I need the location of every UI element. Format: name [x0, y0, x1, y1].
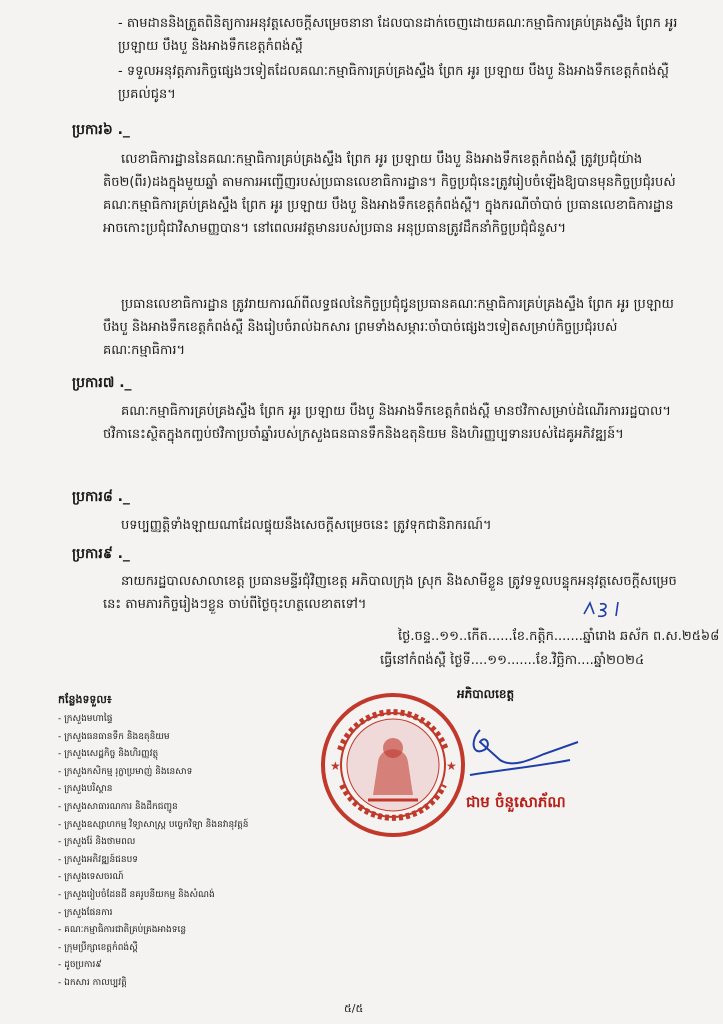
article-7-paragraph: គណៈកម្មាធិការគ្រប់គ្រងស្ទឹង ព្រែក អូរ ប្រឡាយ បឹងបួ និងអាងទឹកខេត្តកំពង់ស្ពឺ មានថវិកាសម្រាប់ដំណើរការរដ្ឋបាល។ ថវិកានេះស្ថិតក្នុងកញ្ចប់ថវិកាប្រចាំឆ្នាំរបស់ក្រសួងធនធានទឹកនិងឧតុនិយម និងហិរញ្ញប្បទានរបស់ដៃគូអភិវឌ្ឍន៍។ [103, 404, 671, 442]
recipient-item: - ក្រសួងផែនការ [58, 907, 113, 918]
recipient-item: - ក្រុមប្រឹក្សាខេត្តកំពង់ស្ពឺ [58, 942, 138, 953]
recipient-item: - ក្រសួងមហាផ្ទៃ [58, 714, 113, 724]
recipient-item: - ក្រសួងទេសចរណ៍ [58, 872, 124, 883]
solar-date: ធ្វើនៅកំពង់ស្ពឺ ថ្ងៃទី....១១.......ខែ.វិច្ឆិកា....ឆ្នាំ២០២៤ [380, 653, 645, 668]
svg-text:★: ★ [330, 759, 341, 773]
article-9-heading: ប្រការ៩ ._ [72, 546, 130, 562]
article-6-paragraph-1: លេខាធិការដ្ឋាននៃគណៈកម្មាធិការគ្រប់គ្រងស្ទឹង ព្រែក អូរ ប្រឡាយ បឹងបួ និងអាងទឹកខេត្តកំពង់ស្ពឺ ត្រូវប្រជុំយ៉ាងតិច២(ពីរ)ដងក្នុងមួយឆ្នាំ តាមការអញ្ជើញរបស់ប្រធានលេខាធិការដ្ឋាន។ កិច្ចប្រជុំនេះត្រូវរៀបចំឡើងឱ្យបានមុនកិច្ចប្រជុំរបស់គណៈកម្មាធិការគ្រប់គ្រងស្ទឹង ព្រែក អូរ ប្រឡាយ បឹងបួ និងអាងទឹកខេត្តកំពង់ស្ពឺ។ ក្នុងករណីចាំបាច់ ប្រធានលេខាធិការដ្ឋានអាចកោះប្រជុំជាវិសាមញ្ញបាន។ នៅពេលអវត្តមានរបស់ប្រធាន អនុប្រធានត្រូវដឹកនាំកិច្ចប្រជុំជំនួស។ [103, 152, 676, 236]
lunar-date: ថ្ងៃ.ចន្ទ..១១..កើត......ខែ.កត្តិក.......ឆ្នាំរោង ឆស័ក ព.ស.២៥៦៨ [398, 629, 720, 644]
recipient-item: - ក្រសួងបរិស្ថាន [58, 784, 113, 795]
page-number: ៥/៥ [344, 1002, 364, 1015]
handwritten-signature [440, 720, 580, 790]
recipient-item: - ក្រសួងសេដ្ឋកិច្ច និងហិរញ្ញវត្ថុ [58, 749, 159, 760]
signatory-name: ជាម ចំនួសោភ័ណ [466, 793, 566, 811]
article-7-heading: ប្រការ៧ ._ [72, 375, 132, 391]
recipients-title: កន្លែងទទួល៖ [58, 693, 112, 706]
article-6-heading: ប្រការ៦ ._ [72, 122, 130, 138]
recipient-item: - ក្រសួងសាធារណការ និងដឹកជញ្ជូន [58, 801, 178, 812]
signatory-title: អភិបាលខេត្ត [457, 687, 515, 701]
recipient-item: - គណៈកម្មាធិការជាតិគ្រប់គ្រងអាងទន្លេ [58, 925, 187, 936]
recipient-item: - ក្រសួងឧស្សាហកម្ម វិទ្យាសាស្ត្រ បច្ចេកវិទ្យា និងនវានុវត្តន៍ [58, 819, 249, 830]
recipient-item: - ក្រសួងរ៉ែ និងថាមពល [58, 837, 136, 848]
bullet-item: - តាមដាននិងត្រួតពិនិត្យការអនុវត្តសេចក្ដីសម្រេចនានា ដែលបានដាក់ចេញដោយគណៈកម្មាធិការគ្រប់គ្រងស្ទឹង ព្រែក អូរ ប្រឡាយ បឹងបួ និងអាងទឹកខេត្តកំពង់ស្ពឺ [118, 16, 678, 54]
article-6-paragraph-2: ប្រធានលេខាធិការដ្ឋាន ត្រូវរាយការណ៍ពីលទ្ធផលនៃកិច្ចប្រជុំជូនប្រធានគណៈកម្មាធិការគ្រប់គ្រងស្ទឹង ព្រែក អូរ ប្រឡាយ បឹងបួ និងអាងទឹកខេត្តកំពង់ស្ពឺ និងរៀបចំរាល់ឯកសារ ព្រមទាំងសម្ភារៈចាំបាច់ផ្សេងៗទៀតសម្រាប់កិច្ចប្រជុំរបស់គណៈកម្មាធិការ។ [103, 297, 674, 358]
bullet-list [118, 12, 688, 108]
recipient-item: - ដូចប្រការ៩ [58, 960, 102, 971]
bullet-item: - ទទួលអនុវត្តភារកិច្ចផ្សេងៗទៀតដែលគណៈកម្មាធិការគ្រប់គ្រងស្ទឹង ព្រែក អូរ ប្រឡាយ បឹងបួ និងអាងទឹកខេត្តកំពង់ស្ពឺប្រគល់ជូន។ [118, 64, 669, 102]
recipient-item: - ឯកសារ កាលប្បវត្តិ [58, 977, 127, 988]
recipient-item: - ក្រសួងអភិវឌ្ឍន៍ជនបទ [58, 854, 139, 865]
svg-text:★: ★ [446, 759, 457, 773]
article-8-paragraph: បទប្បញ្ញត្តិទាំងឡាយណាដែលផ្ទុយនឹងសេចក្ដីសម្រេចនេះ ត្រូវទុកជានិរាករណ៍។ [121, 518, 492, 533]
article-9-paragraph: នាយករដ្ឋបាលសាលាខេត្ត ប្រធានមន្ទីរជុំវិញខេត្ត អភិបាលក្រុង ស្រុក និងសាមីខ្លួន ត្រូវទទួលបន្ទុកអនុវត្តសេចក្ដីសម្រេចនេះ តាមភារកិច្ចរៀងៗខ្លួន ចាប់ពីថ្ងៃចុះហត្ថលេខាតទៅ។ [103, 574, 677, 612]
handwritten-initials [580, 598, 640, 620]
recipient-item: - ក្រសួងធនធានទឹក និងឧតុនិយម [58, 731, 170, 742]
recipients-list [58, 693, 318, 993]
recipient-item: - ក្រសួងរៀបចំដែនដី នគរូបនីយកម្ម និងសំណង់ [58, 889, 215, 900]
article-8-heading: ប្រការ៨ ._ [72, 489, 130, 505]
recipient-item: - ក្រសួងកសិកម្ម រុក្ខាប្រមាញ់ និងនេសាទ [58, 766, 193, 777]
